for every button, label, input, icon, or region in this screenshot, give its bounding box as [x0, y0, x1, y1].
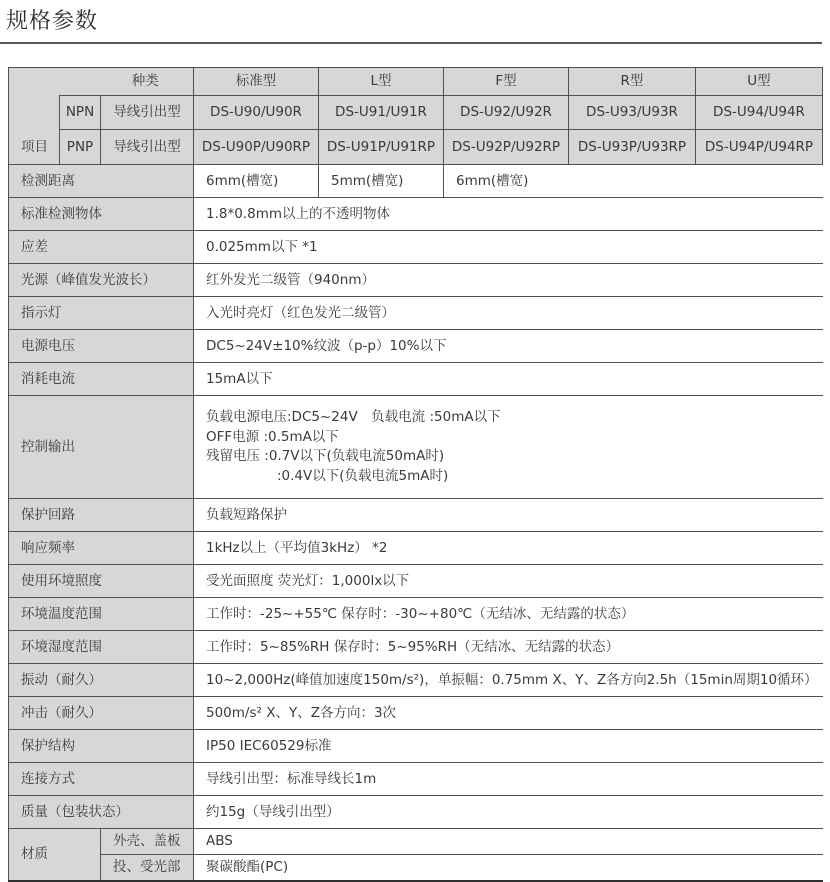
material-part-label: 外壳、盖板 [101, 829, 194, 855]
row-value: 500m/s² X、Y、Z各方向：3次 [194, 697, 823, 730]
row-value: 负载短路保护 [194, 499, 823, 532]
row-value: IP50 IEC60529标准 [194, 730, 823, 763]
material-part-value: ABS [194, 829, 823, 855]
spec-row-vibration [9, 664, 823, 697]
row-label: 保护结构 [9, 730, 194, 763]
row-label: 响应频率 [9, 532, 194, 565]
col-header-r-type: R型 [569, 68, 696, 96]
spec-row-material-lens [9, 855, 823, 882]
header-row-pnp [9, 130, 823, 165]
row-value: DC5~24V±10%纹波（p-p）10%以下 [194, 330, 823, 363]
control-output-line: 残留电压 :0.7V以下(负载电流50mA时) [206, 448, 445, 465]
spec-row-shock [9, 697, 823, 730]
spec-row-light-source [9, 264, 823, 297]
spec-row-supply-voltage [9, 330, 823, 363]
row-value: 受光面照度 荧光灯：1,000lx以下 [194, 565, 823, 598]
row-value: 工作时：5~85%RH 保存时：5~95%RH（无结冰、无结露的状态） [194, 631, 823, 664]
spec-row-protection-rating [9, 730, 823, 763]
model-npn-r: DS-U93/U93R [569, 96, 696, 130]
row-label: 环境温度范围 [9, 598, 194, 631]
row-label: 使用环境照度 [9, 565, 194, 598]
row-value: 0.025mm以下 *1 [194, 231, 823, 264]
pnp-connection-type: 导线引出型 [101, 130, 194, 165]
spec-table [8, 67, 823, 882]
spec-row-connection-method [9, 763, 823, 796]
row-label: 保护回路 [9, 499, 194, 532]
row-label: 质量（包装状态） [9, 796, 194, 829]
model-npn-l: DS-U91/U91R [319, 96, 444, 130]
col-header-u-type: U型 [696, 68, 823, 96]
row-label: 指示灯 [9, 297, 194, 330]
polarity-pnp: PNP [60, 130, 101, 165]
row-value: 约15g（导线引出型） [194, 796, 823, 829]
spec-row-detection-distance [9, 165, 823, 198]
spec-row-ambient-humidity [9, 631, 823, 664]
row-value: 1kHz以上（平均值3kHz） *2 [194, 532, 823, 565]
material-label: 材质 [9, 829, 101, 882]
row-value: 15mA以下 [194, 363, 823, 396]
row-label: 应差 [9, 231, 194, 264]
spec-row-indicator [9, 297, 823, 330]
title-divider [0, 42, 822, 44]
row-value: 红外发光二级管（940nm） [194, 264, 823, 297]
row-label: 消耗电流 [9, 363, 194, 396]
npn-connection-type: 导线引出型 [101, 96, 194, 130]
row-label: 电源电压 [9, 330, 194, 363]
model-npn-standard: DS-U90/U90R [194, 96, 319, 130]
header-row-types [9, 68, 823, 96]
col-header-f-type: F型 [444, 68, 569, 96]
row-value: 入光时亮灯（红色发光二级管） [194, 297, 823, 330]
detection-value-standard: 6mm(槽宽) [194, 165, 319, 198]
spec-row-hysteresis [9, 231, 823, 264]
spec-row-ambient-temperature [9, 598, 823, 631]
detection-value-l: 5mm(槽宽) [319, 165, 444, 198]
row-label: 环境湿度范围 [9, 631, 194, 664]
header-item-spacer [9, 68, 60, 96]
header-item-spacer-2 [9, 96, 60, 130]
control-output-line: 负载电源电压:DC5~24V 负载电流 :50mA以下 [206, 409, 501, 426]
row-label: 控制输出 [9, 396, 194, 499]
model-pnp-f: DS-U92P/U92RP [444, 130, 569, 165]
row-label: 振动（耐久） [9, 664, 194, 697]
row-label: 标准检测物体 [9, 198, 194, 231]
col-header-standard: 标准型 [194, 68, 319, 96]
header-kind-label: 种类 [60, 68, 194, 96]
spec-row-control-output [9, 396, 823, 499]
spec-row-protection-circuit [9, 499, 823, 532]
model-pnp-r: DS-U93P/U93RP [569, 130, 696, 165]
model-npn-f: DS-U92/U92R [444, 96, 569, 130]
spec-row-ambient-illuminance [9, 565, 823, 598]
detection-value-fru: 6mm(槽宽) [444, 165, 823, 198]
header-row-npn [9, 96, 823, 130]
material-part-label: 投、受光部 [101, 855, 194, 882]
model-pnp-l: DS-U91P/U91RP [319, 130, 444, 165]
polarity-npn: NPN [60, 96, 101, 130]
spec-row-material-housing [9, 829, 823, 855]
model-pnp-u: DS-U94P/U94RP [696, 130, 823, 165]
row-value: 10~2,000Hz(峰值加速度150m/s²)，单振幅：0.75mm X、Y、Z各方向2.5h（15min周期10循环） [194, 664, 823, 697]
spec-row-current-consumption [9, 363, 823, 396]
control-output-line: :0.4V以下(负载电流5mA时) [277, 467, 449, 484]
row-label: 冲击（耐久） [9, 697, 194, 730]
model-pnp-standard: DS-U90P/U90RP [194, 130, 319, 165]
page-title: 规格参数 [6, 9, 99, 34]
header-item-label: 项目 [9, 130, 60, 165]
material-part-value: 聚碳酸酯(PC) [194, 855, 823, 882]
spec-row-weight [9, 796, 823, 829]
model-npn-u: DS-U94/U94R [696, 96, 823, 130]
row-value [194, 396, 823, 499]
spec-row-response-frequency [9, 532, 823, 565]
row-value: 1.8*0.8mm以上的不透明物体 [194, 198, 823, 231]
col-header-l-type: L型 [319, 68, 444, 96]
spec-row-standard-object [9, 198, 823, 231]
row-label: 检测距离 [9, 165, 194, 198]
row-value: 工作时：-25~+55℃ 保存时：-30~+80℃（无结冰、无结露的状态） [194, 598, 823, 631]
row-label: 连接方式 [9, 763, 194, 796]
row-value: 导线引出型：标准导线长1m [194, 763, 823, 796]
row-label: 光源（峰值发光波长） [9, 264, 194, 297]
control-output-line: OFF电源 :0.5mA以下 [206, 428, 339, 445]
